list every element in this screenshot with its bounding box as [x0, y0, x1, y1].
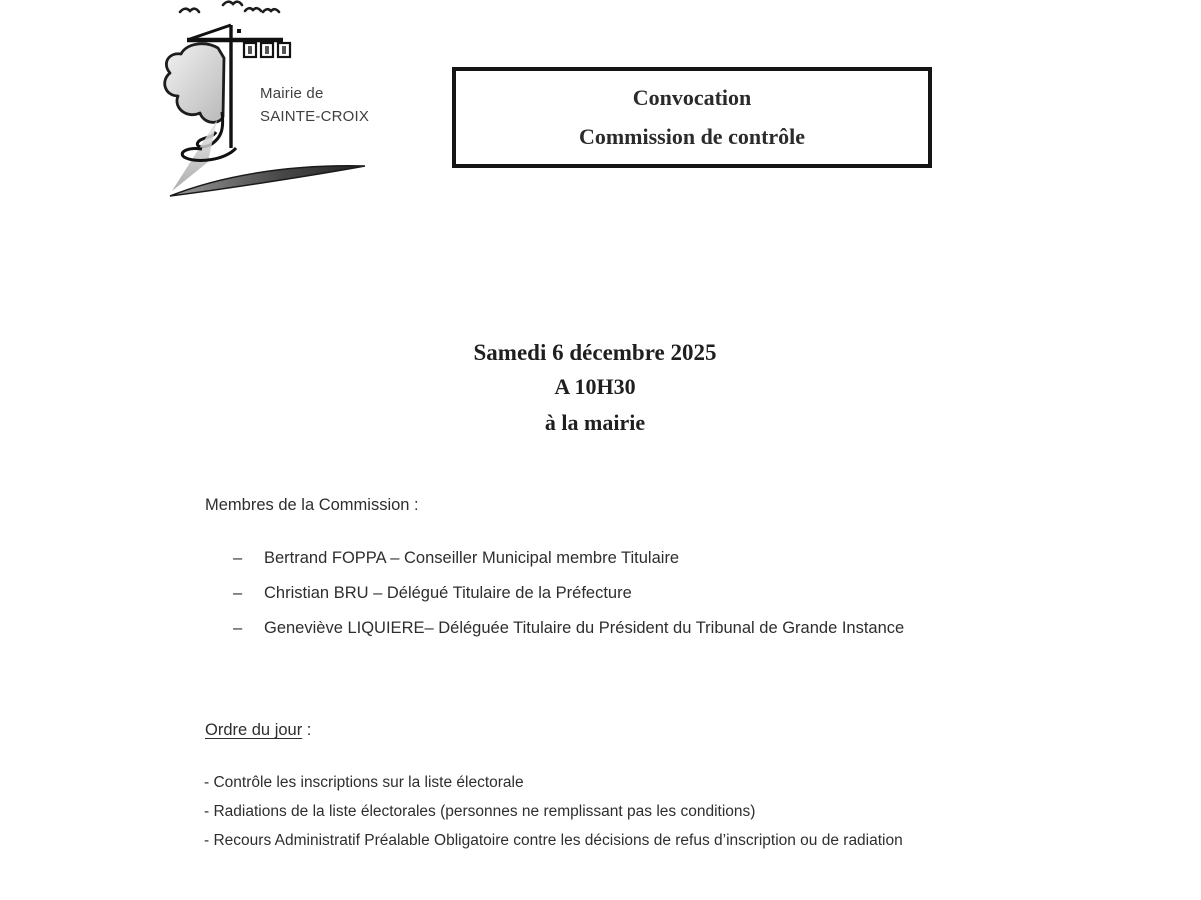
- title-convocation: Convocation: [632, 85, 752, 110]
- agenda-heading-underlined: Ordre du jour: [205, 721, 303, 739]
- members-heading: Membres de la Commission :: [205, 496, 419, 514]
- member-item: [233, 584, 904, 603]
- logo-org-name: [260, 82, 369, 128]
- event-time: A 10H30: [554, 374, 636, 399]
- event-date: Samedi 6 décembre 2025: [473, 340, 717, 365]
- hyphen-bullet: -: [204, 803, 210, 820]
- event-place: à la mairie: [544, 410, 646, 435]
- agenda-item: [204, 828, 944, 854]
- logo-org-line2: SAINTE-CROIX: [260, 108, 370, 125]
- member-item: [233, 549, 904, 568]
- logo-org-line1: Mairie de: [260, 85, 324, 102]
- hyphen-bullet: -: [204, 832, 210, 849]
- convocation-title-box: [452, 67, 932, 168]
- hyphen-bullet: -: [204, 774, 210, 791]
- agenda-text: Recours Administratif Préalable Obligatoire contre les décisions de refus d’inscription ou de radiation: [213, 832, 903, 849]
- agenda-heading-suffix: :: [302, 721, 312, 739]
- agenda-text: Radiations de la liste électorales (personnes ne remplissant pas les conditions): [213, 803, 756, 820]
- agenda-text: Contrôle les inscriptions sur la liste électorale: [213, 774, 524, 791]
- member-list: [233, 549, 904, 654]
- member-text: Christian BRU – Délégué Titulaire de la Préfecture: [264, 584, 632, 602]
- member-item: [233, 619, 904, 638]
- dash-bullet: –: [233, 619, 243, 637]
- dash-bullet: –: [233, 549, 243, 567]
- member-text: Geneviève LIQUIERE– Déléguée Titulaire du Président du Tribunal de Grande Instance: [264, 619, 905, 637]
- dash-bullet: –: [233, 584, 243, 602]
- event-details: [0, 340, 1190, 436]
- member-text: Bertrand FOPPA – Conseiller Municipal membre Titulaire: [264, 549, 680, 567]
- agenda-list: [204, 770, 944, 857]
- agenda-item: [204, 799, 944, 825]
- title-commission: Commission de contrôle: [578, 124, 806, 149]
- agenda-heading: [205, 721, 311, 740]
- agenda-item: [204, 770, 944, 796]
